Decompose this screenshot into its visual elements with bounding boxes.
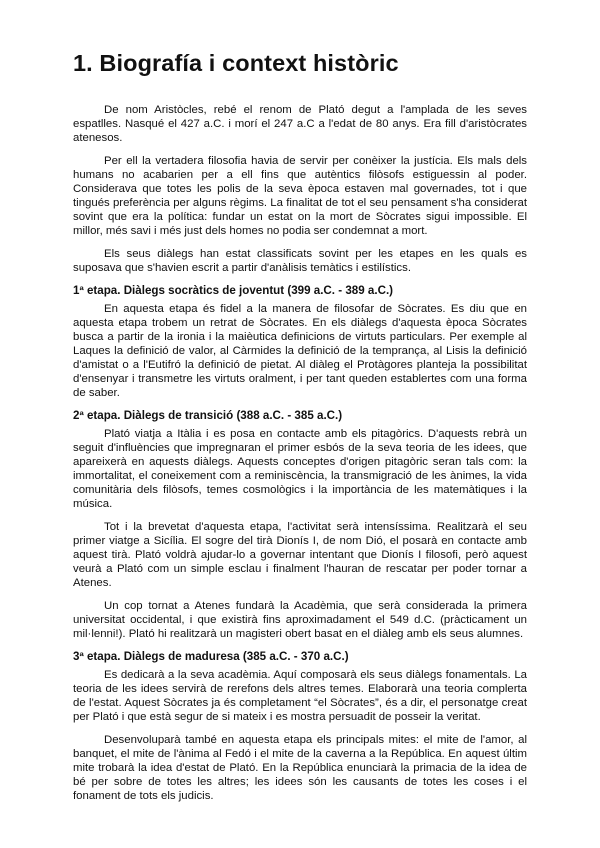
stage2-paragraph-2: Tot i la brevetat d'aquesta etapa, l'activitat serà intensíssima. Realitzarà el seu primer viatge a Sicília. El sogre del tirà Dionís I, de nom Dió, el posarà en contacte amb aquest tirà. Plató voldrà ajudar-lo a governar intentant que Dionís I filosofi, però aquest veurà a Plató com un simple esclau i finalment l'hauran de rescatar per poder tornar a Atenes.: [73, 521, 527, 589]
intro-paragraph-2: Per ell la vertadera filosofia havia de servir per conèixer la justícia. Els mals dels humans no acabarien per a ell fins que autèntics filòsofs estiguessin al poder. Considerava que totes les polis de la seva època estaven mal governades, tot i que tingués preferència per alguns règims. La finalitat de tot el seu pensament s'ha considerat sovint que era la política: fundar un estat on la mort de Sòcrates sigui impossible. El millor, més savi i més just dels homes no podia ser condemnat a mort.: [73, 155, 527, 237]
intro-paragraph-1: De nom Aristòcles, rebé el renom de Plató degut a l'amplada de les seves espatlles. Nasqué el 427 a.C. i morí el 247 a.C a l'edat de 80 anys. Era fill d'aristòcrates atenesos.: [73, 104, 527, 144]
stage3-heading: 3ª etapa. Diàlegs de maduresa (385 a.C. - 370 a.C.): [73, 650, 349, 663]
stage2-heading: 2ª etapa. Diàlegs de transició (388 a.C. - 385 a.C.): [73, 409, 343, 422]
stage1-heading: 1ª etapa. Diàlegs socràtics de joventut (399 a.C. - 389 a.C.): [73, 284, 394, 297]
stage2-paragraph-1: Plató viatja a Itàlia i es posa en contacte amb els pitagòrics. D'aquests rebrà un seguit d'influències que impregnaran el primer esbós de la seva teoria de les idees, que apareixerà en aquests diàlegs. Aquests conceptes d'origen pitagòric seran tals com: la immortalitat, el coneixement com a reminiscència, la transmigració de les ànimes, la vida comunitària dels filòsofs, temes cosmològics i la importància de les matemàtiques i la música.: [73, 428, 527, 510]
stage3-paragraph-1: Es dedicarà a la seva acadèmia. Aquí composarà els seus diàlegs fonamentals. La teoria de les idees servirà de rerefons dels altres temes. Elaborarà una teoria complerta de l'estat. Aquest Sòcrates ja és completament “el Sòcrates”, és a dir, el personatge creat per Plató i que està segur de si mateix i es mostra persuadit de posseir la veritat.: [73, 669, 527, 723]
intro-paragraph-3: Els seus diàlegs han estat classificats sovint per les etapes en les quals es suposava que s'havien escrit a partir d'anàlisis temàtics i estilístics.: [73, 248, 527, 274]
stage1-paragraph-1: En aquesta etapa és fidel a la manera de filosofar de Sòcrates. Es diu que en aquesta etapa trobem un retrat de Sòcrates. En els diàlegs d'aquesta època Sòcrates busca a partir de la ironia i la maièutica definicions de virtuts particulars. Per exemple al Laques la definició de valor, al Càrmides la definició de la temprança, al Lisis la definició d'amistat o a l'Eutifró la definició de pietat. Al diàleg el Protàgores planteja la possibilitat d'ensenyar i transmetre les virtuts oralment, i per tant queden establertes com una forma de saber.: [73, 303, 527, 399]
stage3-paragraph-2: Desenvoluparà també en aquesta etapa els principals mites: el mite de l'amor, al banquet, el mite de l'ànima al Fedó i el mite de la caverna a la República. En aquest últim mite trobarà la idea d'estat de Plató. En la República enunciarà la primacia de la idea de bé per sobre de totes les altres; les idees són les causants de totes les coses i el fonament de tots els judicis.: [73, 734, 527, 802]
page-title: 1. Biografía i context històric: [73, 50, 399, 76]
stage2-paragraph-3: Un cop tornat a Atenes fundarà la Acadèmia, que serà considerada la primera universitat occidental, i que existirà fins aproximadament el 549 d.C. (pràcticament un mil·lenni!). Plató hi realitzarà un magisteri obert basat en el diàleg amb els seus alumnes.: [73, 600, 527, 640]
